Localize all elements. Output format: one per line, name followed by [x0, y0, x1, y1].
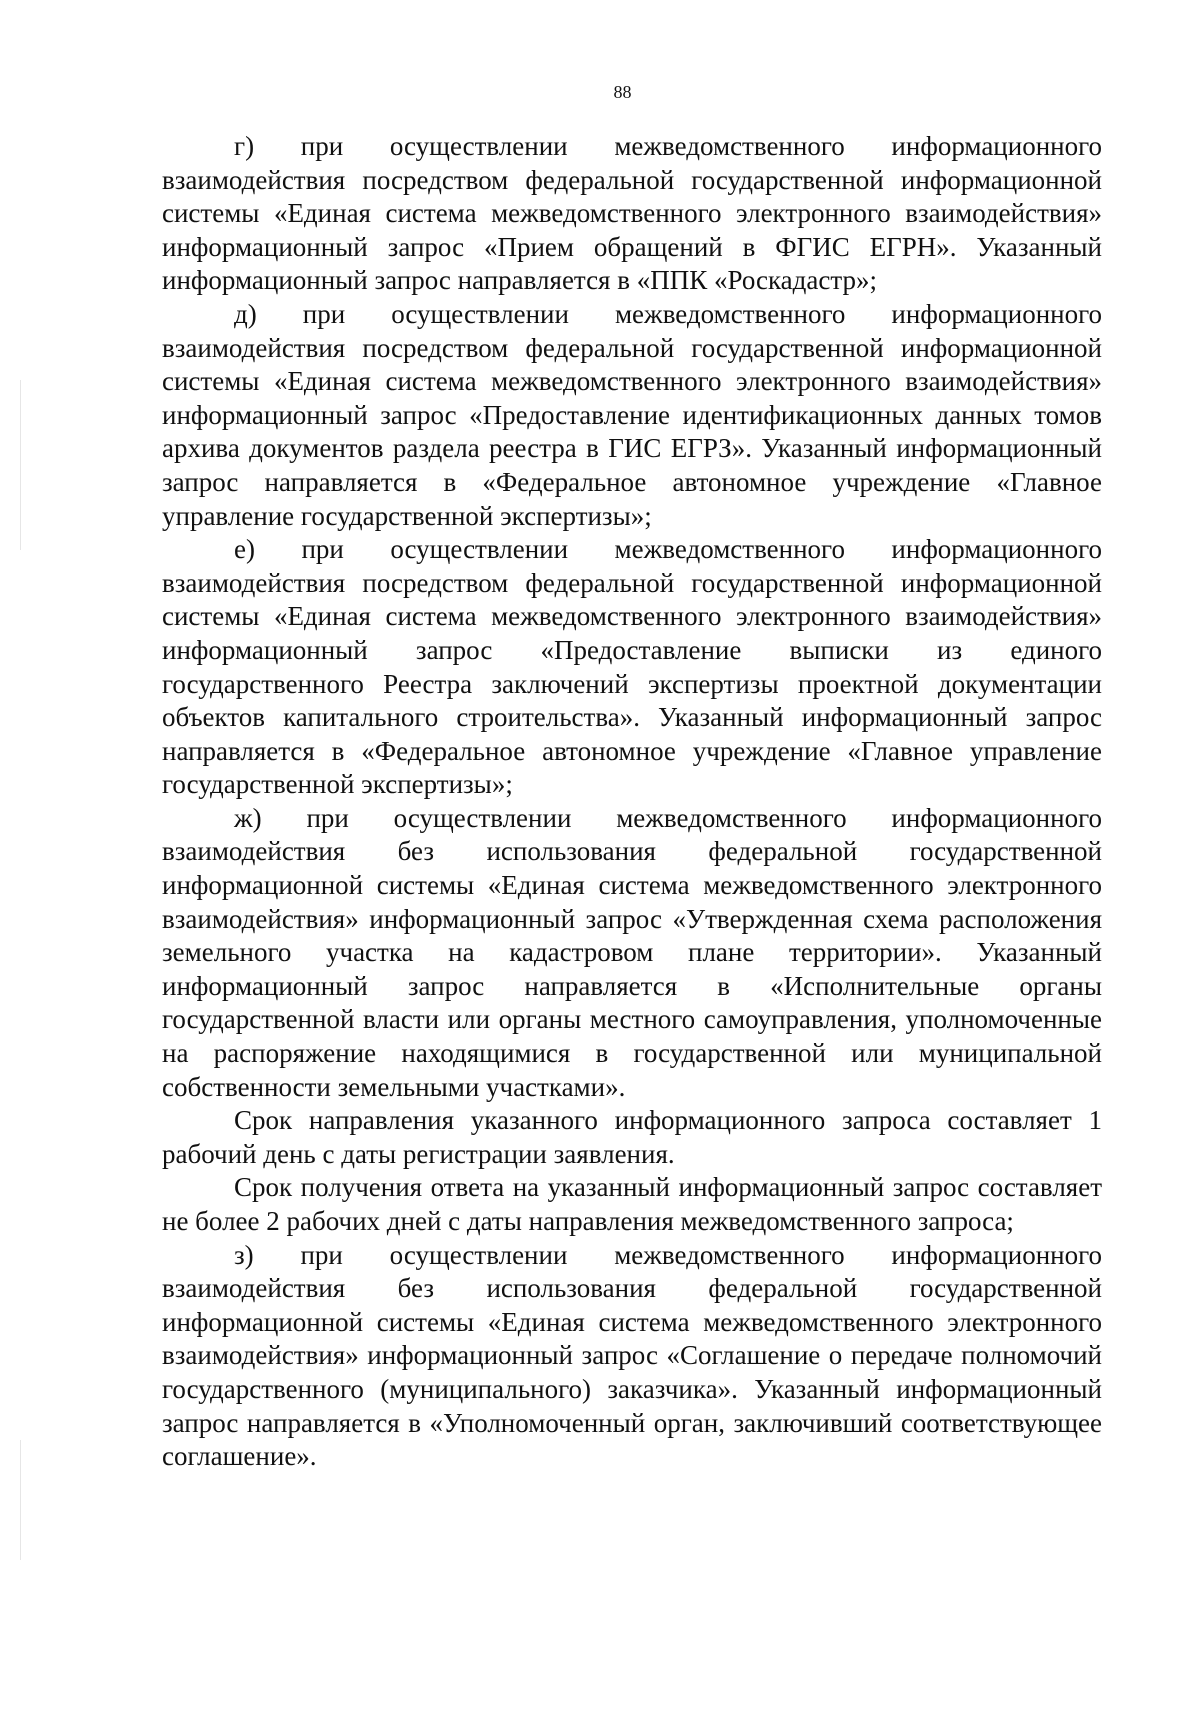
scan-edge-mark — [20, 1440, 21, 1560]
scan-edge-mark — [20, 380, 21, 550]
paragraph-item-d: д) при осуществлении межведомственного информационного взаимодействия посредством федеральной государственной информационной системы «Единая система межведомственного электронного взаимодействия» информационный запрос «Предоставление идентификационных данных томов архива документов раздела реестра в ГИС ЕГРЗ». Указанный информационный запрос направляется в «Федеральное автономное учреждение «Главное управление государственной экспертизы»; — [162, 298, 1102, 531]
paragraph-item-g: г) при осуществлении межведомственного информационного взаимодействия посредством федеральной государственной информационной системы «Единая система межведомственного электронного взаимодействия» информационный запрос «Прием обращений в ФГИС ЕГРН». Указанный информационный запрос направляется в «ППК «Роскадастр»; — [162, 131, 1102, 296]
paragraph-item-e: е) при осуществлении межведомственного информационного взаимодействия посредством федеральной государственной информационной системы «Единая система межведомственного электронного взаимодействия» информационный запрос «Предоставление выписки из единого государственного Реестра заключений экспертизы проектной документации объектов капитального строительства». Указанный информационный запрос направляется в «Федеральное автономное учреждение «Главное управление государственной экспертизы»; — [162, 534, 1102, 800]
paragraph-response-deadline: Срок получения ответа на указанный информационный запрос составляет не более 2 рабочих дней с даты направления межведомственного запроса; — [162, 1172, 1102, 1236]
page-number: 88 — [613, 82, 632, 102]
paragraph-item-z: з) при осуществлении межведомственного информационного взаимодействия без использования федеральной государственной информационной системы «Единая система межведомственного электронного взаимодействия» информационный запрос «Соглашение о передаче полномочий государственного (муниципального) заказчика». Указанный информационный запрос направляется в «Уполномоченный орган, заключивший соответствующее соглашение». — [162, 1239, 1102, 1472]
paragraph-item-zh: ж) при осуществлении межведомственного информационного взаимодействия без использования федеральной государственной информационной системы «Единая система межведомственного электронного взаимодействия» информационный запрос «Утвержденная схема расположения земельного участка на кадастровом плане территории». Указанный информационный запрос направляется в «Исполнительные органы государственной власти или органы местного самоуправления, уполномоченные на распоряжение находящимися в государственной или муниципальной собственности земельными участками». — [162, 802, 1102, 1102]
paragraph-request-deadline: Срок направления указанного информационного запроса составляет 1 рабочий день с даты регистрации заявления. — [162, 1105, 1102, 1169]
document-body — [162, 130, 1102, 1474]
